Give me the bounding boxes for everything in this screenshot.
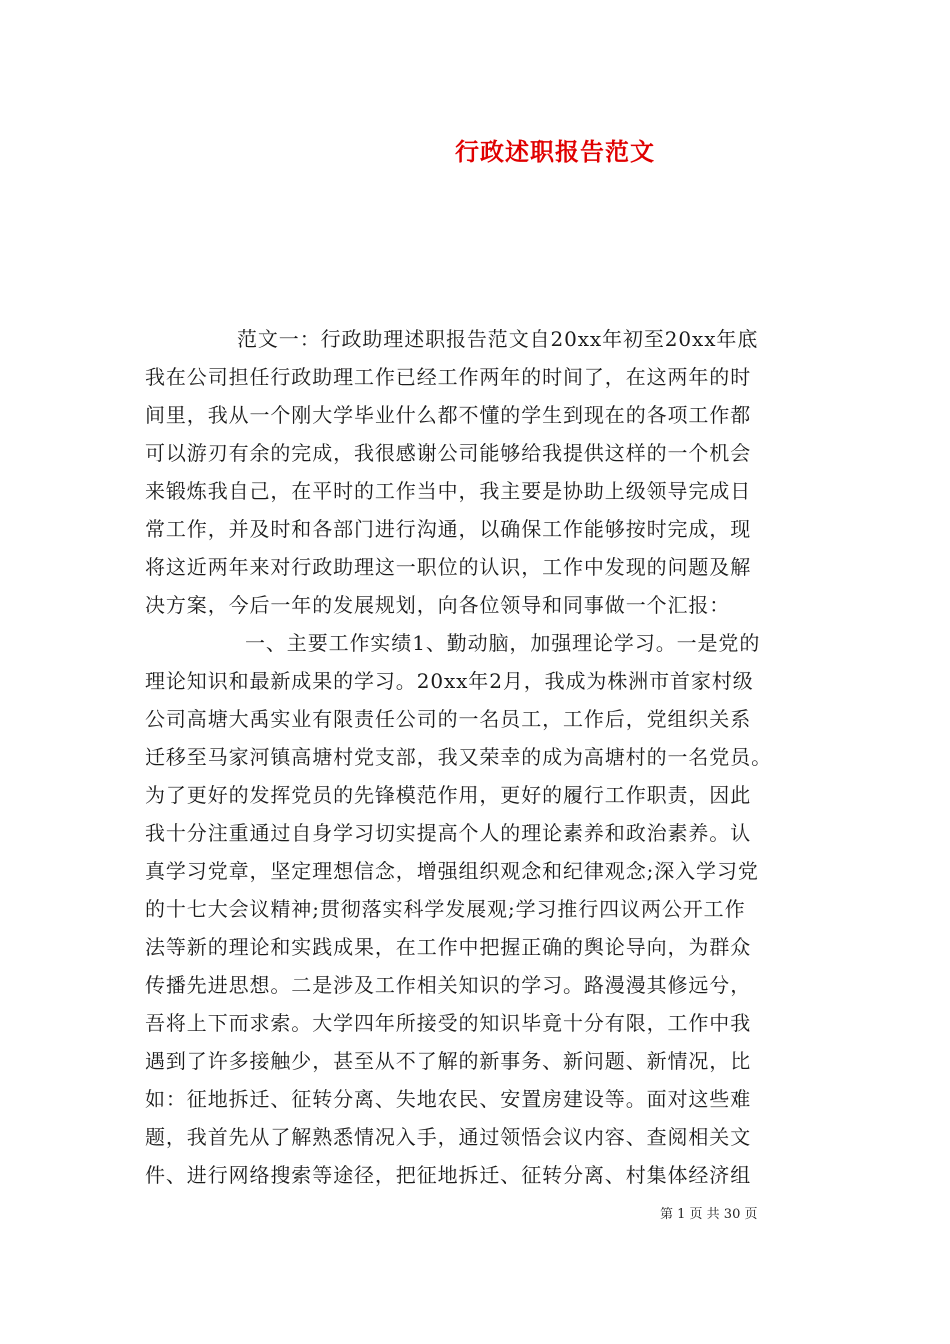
body-line: 来锻炼我自己，在平时的工作当中，我主要是协助上级领导完成日 <box>145 479 752 503</box>
document-title: 行政述职报告范文 <box>455 137 655 166</box>
body-line: 件、进行网络搜索等途径，把征地拆迁、征转分离、村集体经济组 <box>145 1163 752 1187</box>
body-line: 吾将上下而求索。大学四年所接受的知识毕竟十分有限，工作中我 <box>145 1011 752 1035</box>
body-line: 一、主要工作实绩1、勤动脑，加强理论学习。一是党的 <box>245 631 761 655</box>
body-line: 遇到了许多接触少，甚至从不了解的新事务、新问题、新情况，比 <box>145 1049 752 1073</box>
page-number: 第 1 页 共 30 页 <box>660 1207 758 1222</box>
body-line: 为了更好的发挥党员的先锋模范作用，更好的履行工作职责，因此 <box>145 783 752 807</box>
body-line: 如：征地拆迁、征转分离、失地农民、安置房建设等。面对这些难 <box>145 1087 752 1111</box>
body-line: 迁移至马家河镇高塘村党支部，我又荣幸的成为高塘村的一名党员。 <box>145 745 772 769</box>
body-line: 常工作，并及时和各部门进行沟通，以确保工作能够按时完成，现 <box>145 517 752 541</box>
body-line: 决方案，今后一年的发展规划，向各位领导和同事做一个汇报： <box>145 593 731 617</box>
body-line: 公司高塘大禹实业有限责任公司的一名员工，工作后，党组织关系 <box>145 707 752 731</box>
body-line: 间里，我从一个刚大学毕业什么都不懂的学生到现在的各项工作都 <box>145 403 752 427</box>
body-line: 我在公司担任行政助理工作已经工作两年的时间了，在这两年的时 <box>145 365 752 389</box>
body-line: 传播先进思想。二是涉及工作相关知识的学习。路漫漫其修远兮， <box>145 973 752 997</box>
body-line: 可以游刃有余的完成，我很感谢公司能够给我提供这样的一个机会 <box>145 441 752 465</box>
body-line: 的十七大会议精神;贯彻落实科学发展观;学习推行四议两公开工作 <box>145 897 746 921</box>
body-line: 题，我首先从了解熟悉情况入手，通过领悟会议内容、查阅相关文 <box>145 1125 752 1149</box>
body-line: 理论知识和最新成果的学习。20xx年2月，我成为株洲市首家村级 <box>145 669 754 693</box>
body-line: 我十分注重通过自身学习切实提高个人的理论素养和政治素养。认 <box>145 821 752 845</box>
body-line: 真学习党章，坚定理想信念，增强组织观念和纪律观念;深入学习党 <box>145 859 759 883</box>
body-line: 范文一：行政助理述职报告范文自20xx年初至20xx年底 <box>237 327 759 351</box>
body-line: 法等新的理论和实践成果，在工作中把握正确的舆论导向，为群众 <box>145 935 752 959</box>
body-line: 将这近两年来对行政助理这一职位的认识，工作中发现的问题及解 <box>145 555 752 579</box>
document-body <box>145 320 810 1194</box>
